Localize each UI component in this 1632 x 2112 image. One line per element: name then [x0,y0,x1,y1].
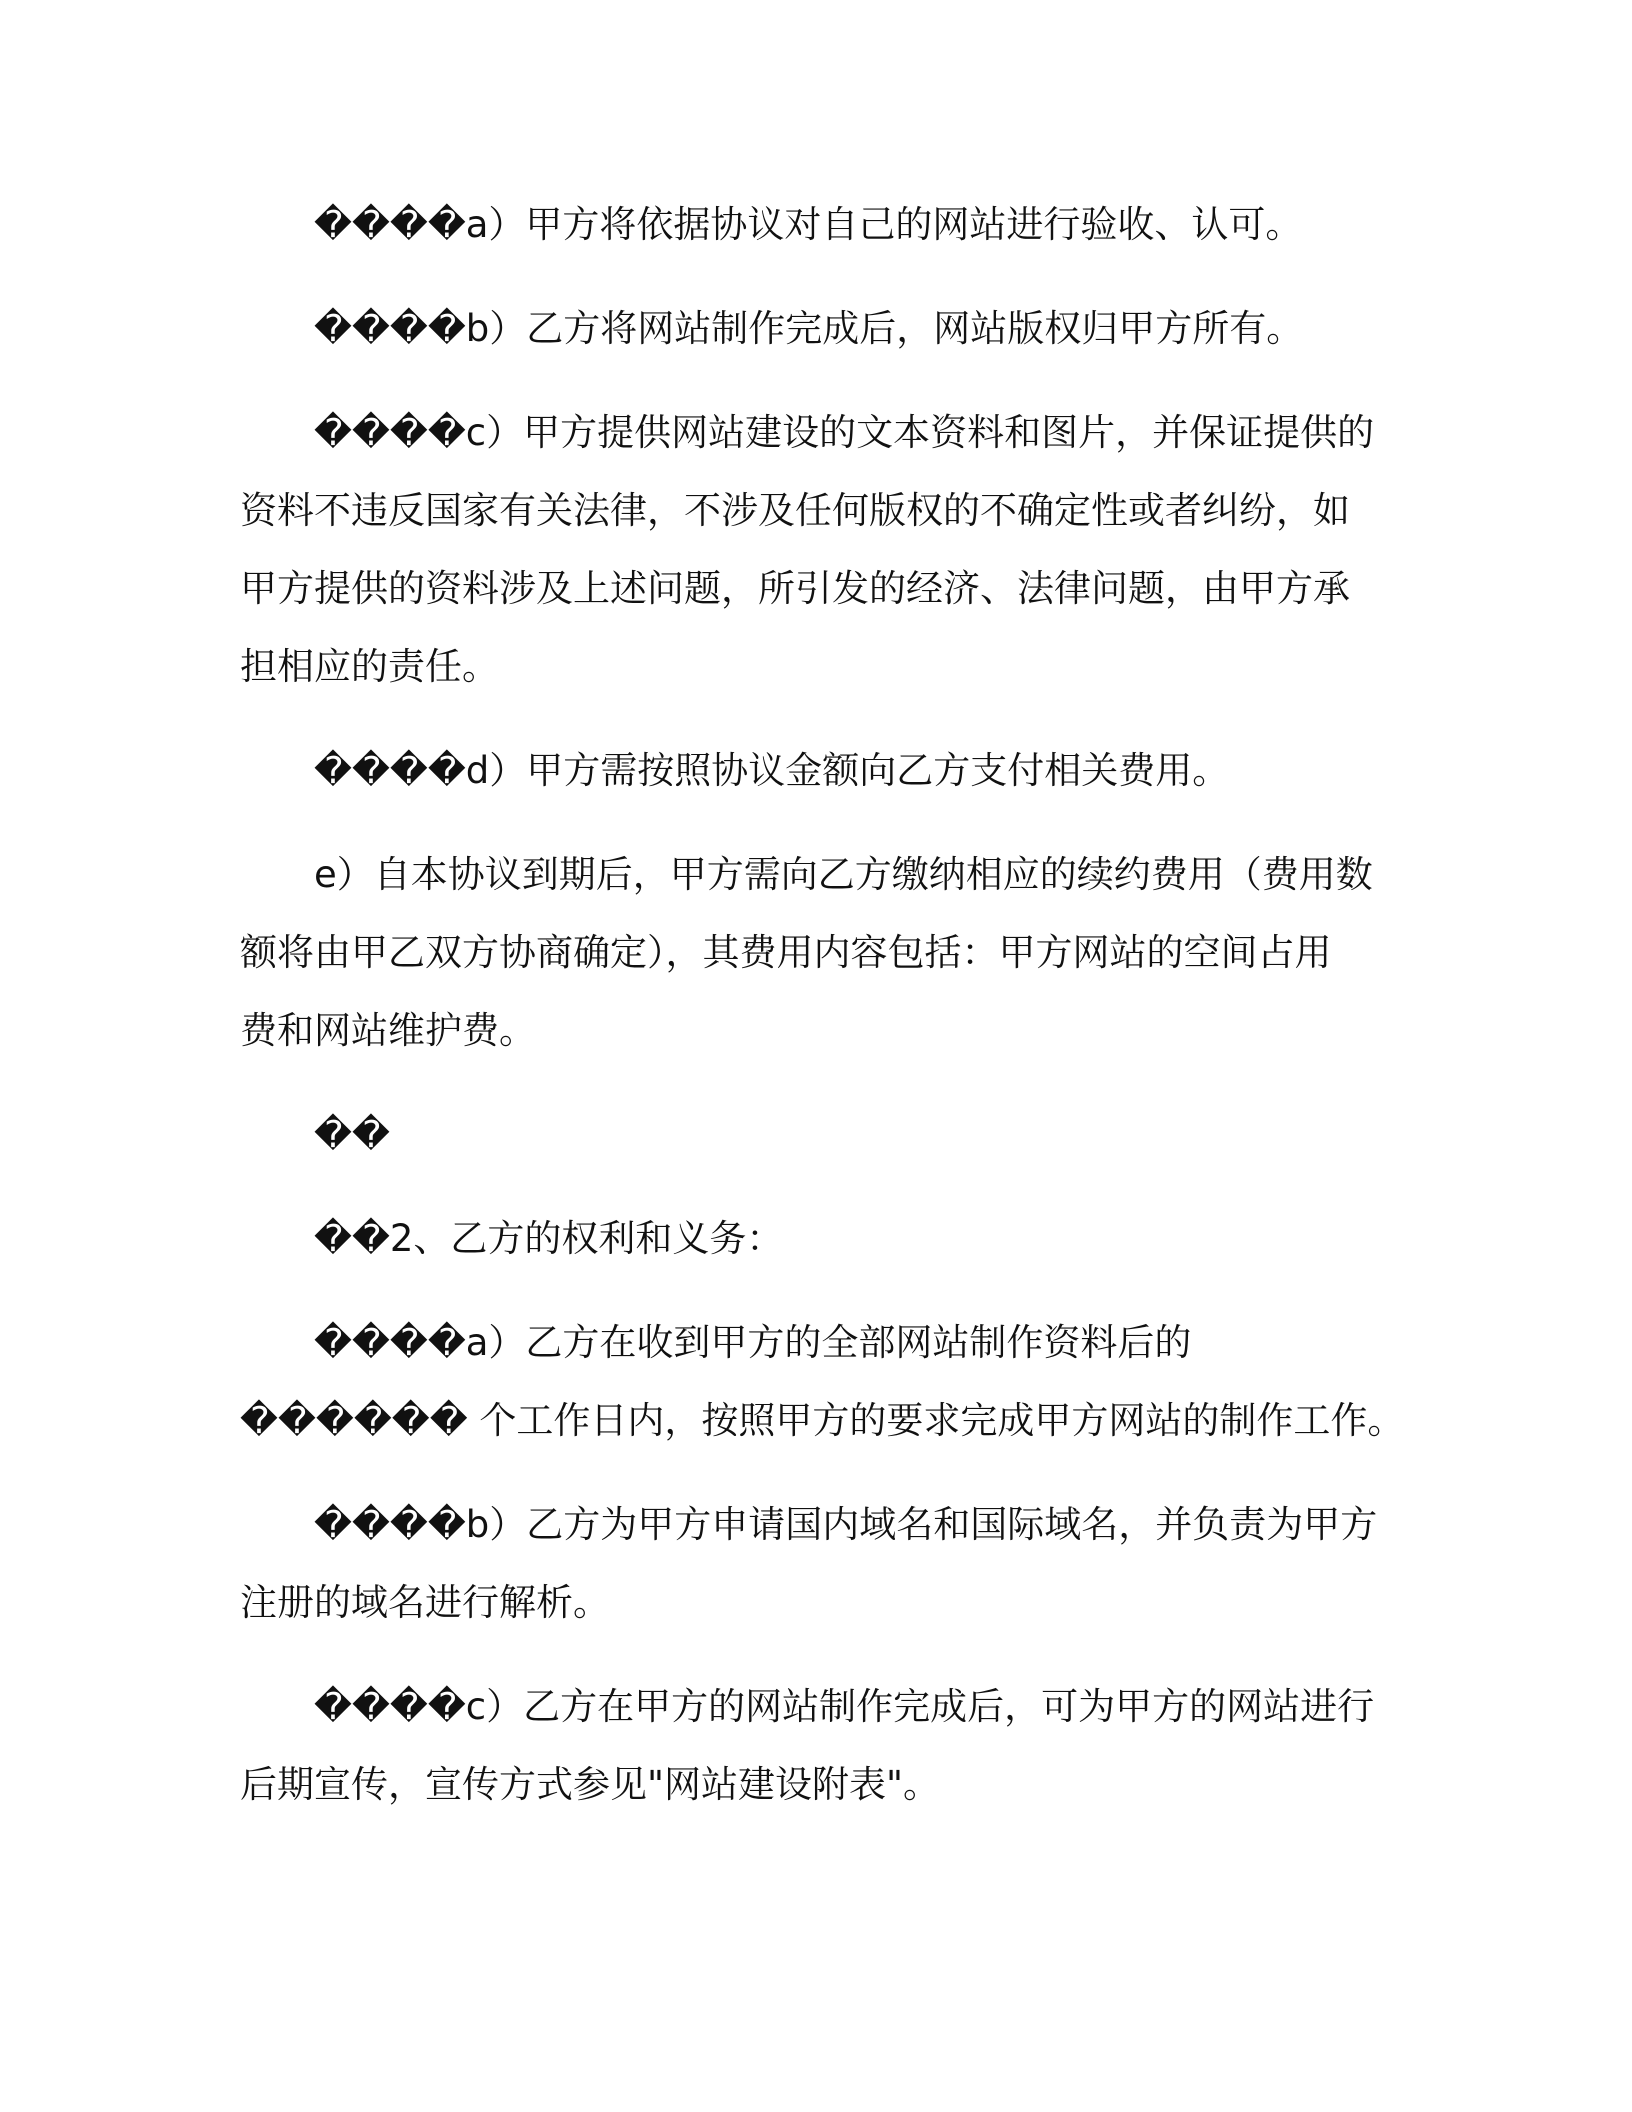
paragraph-promotion [240,1668,1380,1824]
paragraph-domain-registration [240,1486,1380,1642]
document-body [240,186,1405,1850]
paragraph-line: �� [314,1113,390,1156]
paragraph-party-a-acceptance [240,186,1380,264]
paragraph-renewal [240,836,1380,1070]
paragraph-line: 担相应的责任。 [240,645,499,688]
paragraph-line: 后期宣传，宣传方式参见"网站建设附表"。 [240,1763,941,1806]
paragraph-line: 资料不违反国家有关法律，不涉及任何版权的不确定性或者纠纷，如 [240,489,1350,532]
paragraph-spacer [240,1096,1380,1174]
paragraph-production-schedule [240,1304,1405,1460]
paragraph-line: ��2、乙方的权利和义务： [314,1217,784,1260]
paragraph-line: ����b）乙方将网站制作完成后，网站版权归甲方所有。 [314,307,1304,350]
paragraph-line: ����b）乙方为甲方申请国内域名和国际域名，并负责为甲方 [314,1503,1378,1546]
paragraph-line: ����d）甲方需按照协议金额向乙方支付相关费用。 [314,749,1230,792]
paragraph-line: e）自本协议到期后，甲方需向乙方缴纳相应的续约费用（费用数 [314,853,1373,896]
paragraph-line: ����a）乙方在收到甲方的全部网站制作资料后的 [314,1321,1192,1364]
paragraph-line: 额将由甲乙双方协商确定），其费用内容包括：甲方网站的空间占用 [240,931,1332,974]
paragraph-line: ����c）乙方在甲方的网站制作完成后，可为甲方的网站进行 [314,1685,1375,1728]
paragraph-line: ������ 个工作日内，按照甲方的要求完成甲方网站的制作工作。 [240,1399,1405,1442]
paragraph-line: 甲方提供的资料涉及上述问题，所引发的经济、法律问题，由甲方承 [240,567,1350,610]
paragraph-copyright [240,290,1380,368]
paragraph-payment [240,732,1380,810]
paragraph-line: ����c）甲方提供网站建设的文本资料和图片，并保证提供的 [314,411,1375,454]
paragraph-line: ����a）甲方将依据协议对自己的网站进行验收、认可。 [314,203,1303,246]
paragraph-materials [240,394,1380,706]
paragraph-line: 注册的域名进行解析。 [240,1581,610,1624]
section-heading-party-b [240,1200,1380,1278]
paragraph-line: 费和网站维护费。 [240,1009,536,1052]
